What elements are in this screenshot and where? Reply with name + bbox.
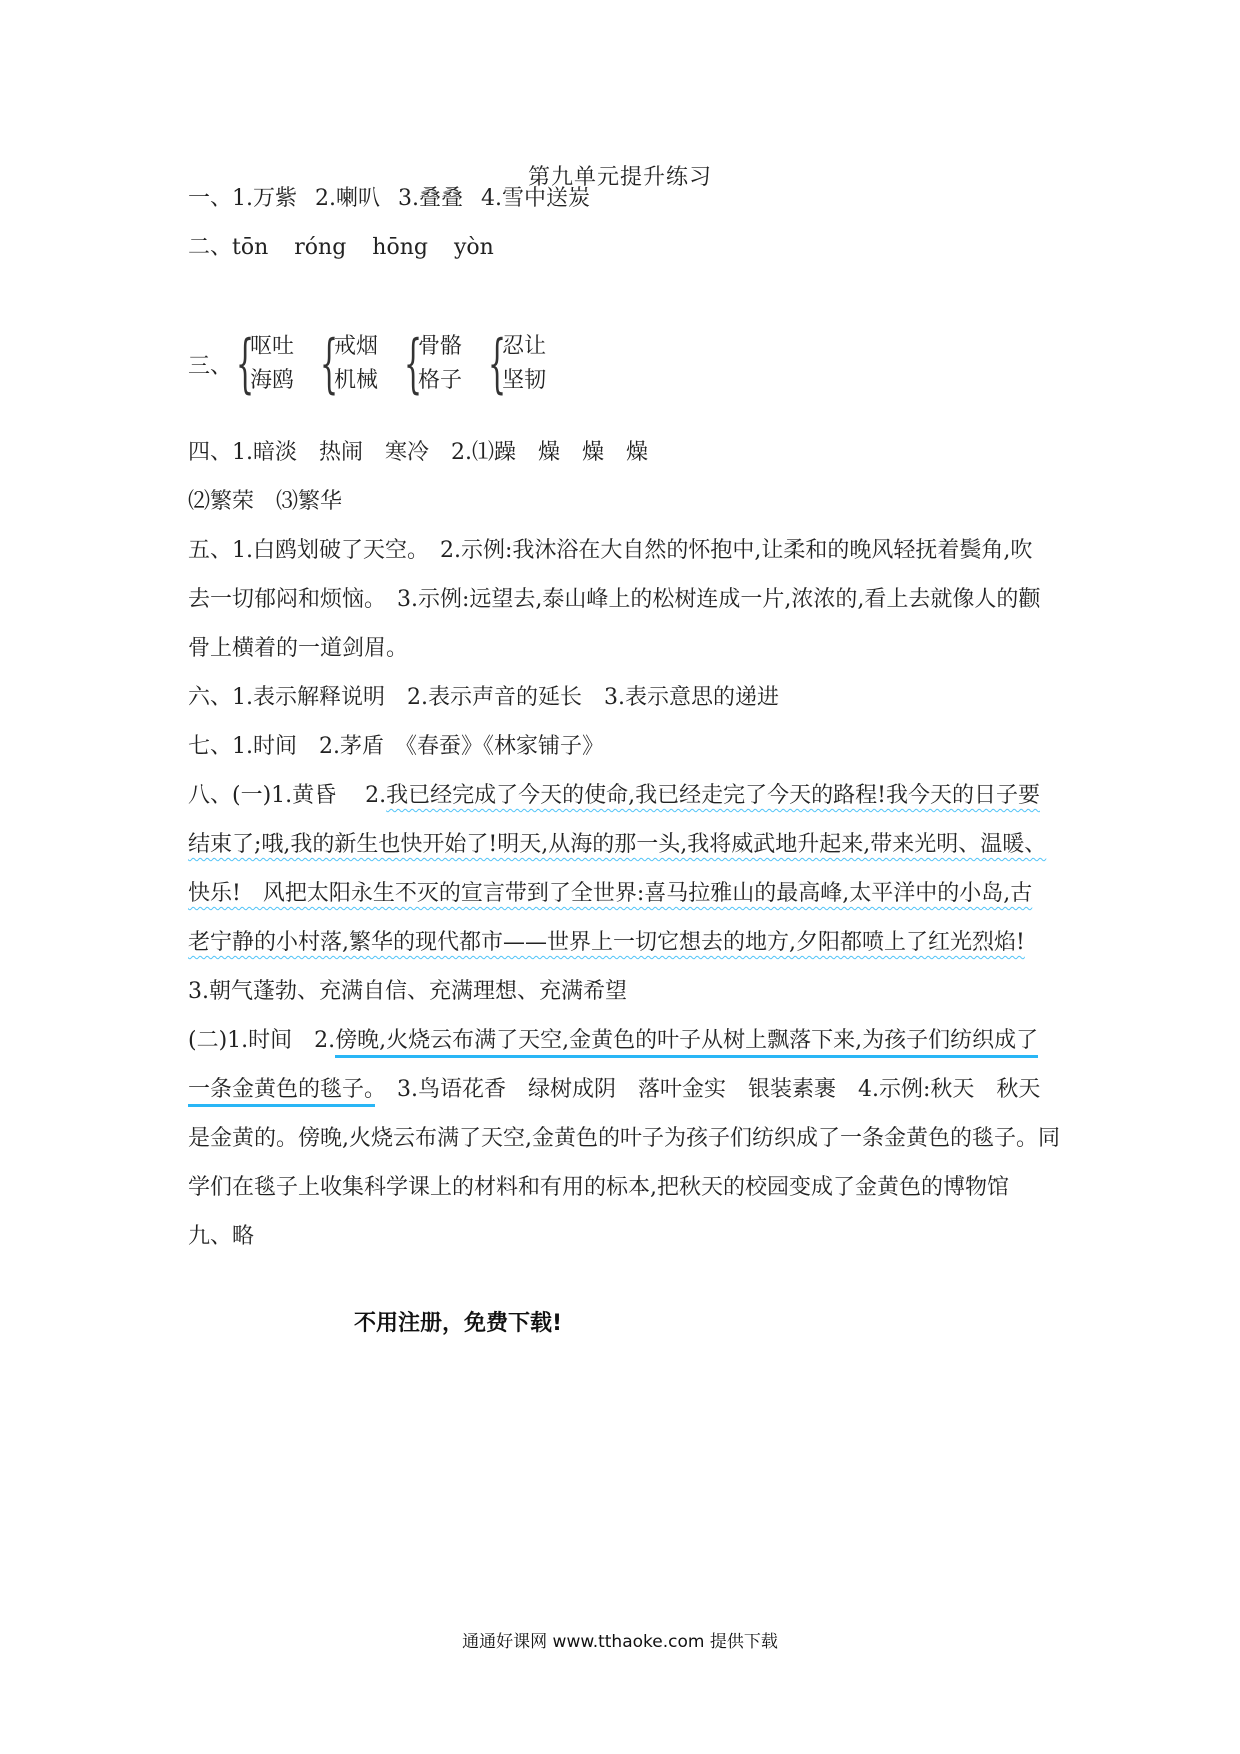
section-8b-rest: 3.鸟语花香 绿树成阴 落叶金实 银装素裹 4.示例:秋天 秋天	[375, 1077, 1041, 1102]
section-1-2	[188, 174, 1068, 272]
pinyin-item: yòn	[453, 235, 494, 260]
page-title: 第九单元提升练习	[527, 165, 712, 190]
section-1	[188, 174, 1068, 223]
highlighted-text: 快乐! 风把太阳永生不灭的宣言带到了全世界:喜马拉雅山的最高峰,太平洋中的小岛,古	[188, 881, 1033, 906]
section-8-prefix: 八、(一)1.黄昏 2.	[188, 783, 387, 808]
word: 忍让	[502, 334, 547, 359]
section-3	[188, 328, 568, 400]
word: 骨骼	[418, 334, 463, 359]
word: 呕吐	[250, 334, 295, 359]
section-5-line: 去一切郁闷和烦恼。 3.示例:远望去,泰山峰上的松树连成一片,浓浓的,看上去就像人的颧	[188, 587, 1041, 612]
section-7: 七、1.时间 2.茅盾 《春蚕》《林家铺子》	[188, 734, 604, 759]
word-pair-group	[232, 327, 295, 401]
brace-icon: {	[319, 327, 339, 401]
section-8-line: 3.朝气蓬勃、充满自信、充满理想、充满希望	[188, 979, 627, 1004]
section-9: 九、略	[188, 1224, 255, 1249]
sections-4-9	[188, 428, 1068, 1261]
brace-icon: {	[235, 327, 255, 401]
highlighted-text: 我已经完成了今天的使命,我已经走完了今天的路程!我今天的日子要	[386, 783, 1040, 808]
word: 坚韧	[502, 368, 547, 393]
highlighted-text: 结束了;哦,我的新生也快开始了!明天,从海的那一头,我将威武地升起来,带来光明、温暖、	[188, 832, 1047, 857]
section-8b-line: 是金黄的。傍晚,火烧云布满了天空,金黄色的叶子为孩子们纺织成了一条金黄色的毯子。同	[188, 1126, 1060, 1151]
word: 戒烟	[334, 334, 379, 359]
underlined-text: 一条金黄色的毯子。	[188, 1077, 375, 1107]
section-label: 三、	[188, 353, 233, 379]
section-5-line: 五、1.白鸥划破了天空。 2.示例:我沐浴在大自然的怀抱中,让柔和的晚风轻抚着鬓角,吹	[188, 538, 1033, 563]
section-8-line	[188, 869, 1068, 918]
section-label: 一、	[188, 186, 233, 211]
section-8b-line	[188, 1065, 1068, 1114]
pinyin-item: hōng	[372, 235, 428, 260]
pinyin-item: tōn	[232, 235, 269, 260]
word: 机械	[334, 368, 379, 393]
section-2	[188, 223, 1068, 272]
answer-item: 3.叠叠	[398, 186, 464, 211]
section-8b-prefix: (二)1.时间 2.	[188, 1028, 336, 1053]
section-4-line: 四、1.暗淡 热闹 寒冷 2.⑴躁 燥 燥 燥	[188, 440, 648, 465]
section-5-line: 骨上横着的一道剑眉。	[188, 636, 409, 661]
section-6: 六、1.表示解释说明 2.表示声音的延长 3.表示意思的递进	[188, 685, 779, 710]
word-pair-group	[316, 327, 379, 401]
answer-item: 1.万紫	[232, 186, 298, 211]
section-8b-line: 学们在毯子上收集科学课上的材料和有用的标本,把秋天的校园变成了金黄色的博物馆	[188, 1175, 1009, 1200]
word-pair-group	[400, 327, 463, 401]
answer-item: 4.雪中送炭	[481, 186, 591, 211]
section-8-line	[188, 820, 1068, 869]
section-4-line: ⑵繁荣 ⑶繁华	[188, 489, 343, 514]
answer-item: 2.喇叭	[315, 186, 381, 211]
word: 海鸥	[250, 368, 295, 393]
brace-icon: {	[487, 327, 507, 401]
highlighted-text: 老宁静的小村落,繁华的现代都市——世界上一切它想去的地方,夕阳都喷上了红光烈焰!	[188, 930, 1025, 955]
footer-text: 通通好课网 www.tthaoke.com 提供下载	[462, 1632, 778, 1652]
word-pair-group	[484, 327, 547, 401]
section-8b-line	[188, 1016, 1068, 1065]
promo-text: 不用注册，免费下载!	[354, 1311, 563, 1336]
brace-icon: {	[403, 327, 423, 401]
section-8-line	[188, 918, 1068, 967]
section-label: 二、	[188, 235, 233, 260]
underlined-text: 傍晚,火烧云布满了天空,金黄色的叶子从树上飘落下来,为孩子们纺织成了	[335, 1028, 1038, 1058]
pinyin-item: róng	[294, 235, 347, 260]
word: 格子	[418, 368, 463, 393]
section-8-line	[188, 771, 1068, 820]
